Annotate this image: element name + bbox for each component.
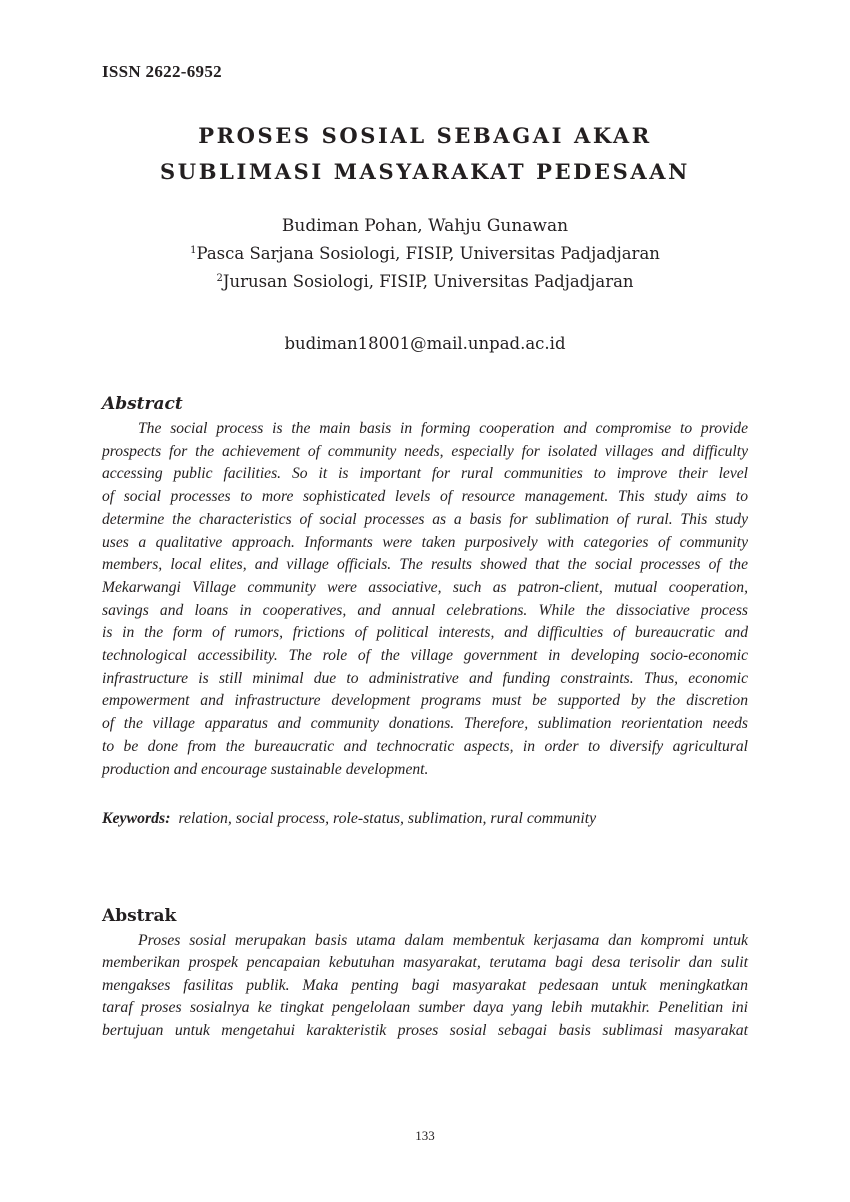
abstract-heading: Abstract: [102, 394, 183, 414]
abstract-line: accessing public facilities. So it is important for rural communities to improve their level: [102, 465, 748, 483]
keywords-label: Keywords:: [102, 810, 171, 827]
abstrak-line: taraf proses sosialnya ke tingkat pengelolaan sumber daya yang lebih mutakhir. Penelitian ini: [102, 999, 748, 1017]
author-email: budiman18001@mail.unpad.ac.id: [284, 334, 566, 353]
abstract-line: to be done from the bureaucratic and technocratic aspects, in order to diversify agricultural: [102, 737, 748, 755]
title-line-2: SUBLIMASI MASYARAKAT PEDESAAN: [160, 159, 690, 184]
abstract-line: determine the characteristics of social processes as a basis for sublimation of rural. This study: [102, 510, 748, 528]
abstract-line: is in the form of rumors, frictions of political interests, and difficulties of bureaucratic and: [102, 624, 748, 642]
abstract-line: uses a qualitative approach. Informants were taken purposively with categories of community: [102, 533, 748, 551]
affiliation-1-text: Pasca Sarjana Sosiologi, FISIP, Universitas Padjadjaran: [196, 244, 660, 263]
abstrak-line: memberikan prospek pencapaian kebutuhan masyarakat, terutama bagi desa terisolir dan sulit: [102, 954, 748, 972]
abstract-line: empowerment and infrastructure development programs must be supported by the discretion: [102, 692, 748, 710]
author-block: [0, 212, 850, 296]
abstract-body-en: [102, 418, 748, 781]
abstract-line: prospects for the achievement of community needs, especially for isolated villages and difficulty: [102, 442, 748, 460]
abstract-line: members, local elites, and village officials. The results showed that the social processes of the: [102, 556, 748, 574]
abstract-line: savings and loans in cooperatives, and annual celebrations. While the dissociative process: [102, 601, 748, 619]
affiliation-1: [0, 240, 850, 268]
keywords: [102, 810, 596, 828]
issn-header: ISSN 2622-6952: [102, 62, 222, 81]
abstrak-heading: Abstrak: [102, 906, 177, 926]
affiliation-2-mark: 2: [216, 273, 223, 284]
page-number: 133: [415, 1128, 435, 1143]
abstrak-line: mengakses fasilitas publik. Maka penting bagi masyarakat pedesaan untuk meningkatkan: [102, 976, 748, 994]
abstrak-line: Proses sosial merupakan basis utama dalam membentuk kerjasama dan kompromi untuk: [138, 932, 748, 949]
abstract-line: of social processes to more sophisticated levels of resource management. This study aims to: [102, 488, 748, 506]
title-line-1: PROSES SOSIAL SEBAGAI AKAR: [198, 123, 652, 148]
abstrak-line: bertujuan untuk mengetahui karakteristik proses sosial sebagai basis sublimasi masyarakat: [102, 1021, 748, 1039]
affiliation-2: [0, 268, 850, 296]
abstract-line: of the village apparatus and community donations. Therefore, sublimation reorientation needs: [102, 715, 748, 733]
abstract-line: infrastructure is still minimal due to administrative and funding constraints. Thus, economic: [102, 669, 748, 687]
abstract-line: Mekarwangi Village community were associative, such as patron-client, mutual cooperation,: [102, 578, 748, 596]
paper-title: [0, 118, 850, 190]
keywords-text: relation, social process, role-status, sublimation, rural community: [178, 810, 597, 827]
author-names: Budiman Pohan, Wahju Gunawan: [281, 216, 569, 236]
affiliation-1-mark: 1: [190, 245, 197, 256]
abstract-body-id: [102, 930, 748, 1042]
abstract-line: production and encourage sustainable development.: [102, 760, 429, 778]
affiliation-2-text: Jurusan Sosiologi, FISIP, Universitas Padjadjaran: [222, 272, 634, 291]
abstract-line: The social process is the main basis in forming cooperation and compromise to provide: [138, 420, 748, 437]
abstract-line: technological accessibility. The role of the village government in developing socio-economic: [102, 647, 748, 665]
